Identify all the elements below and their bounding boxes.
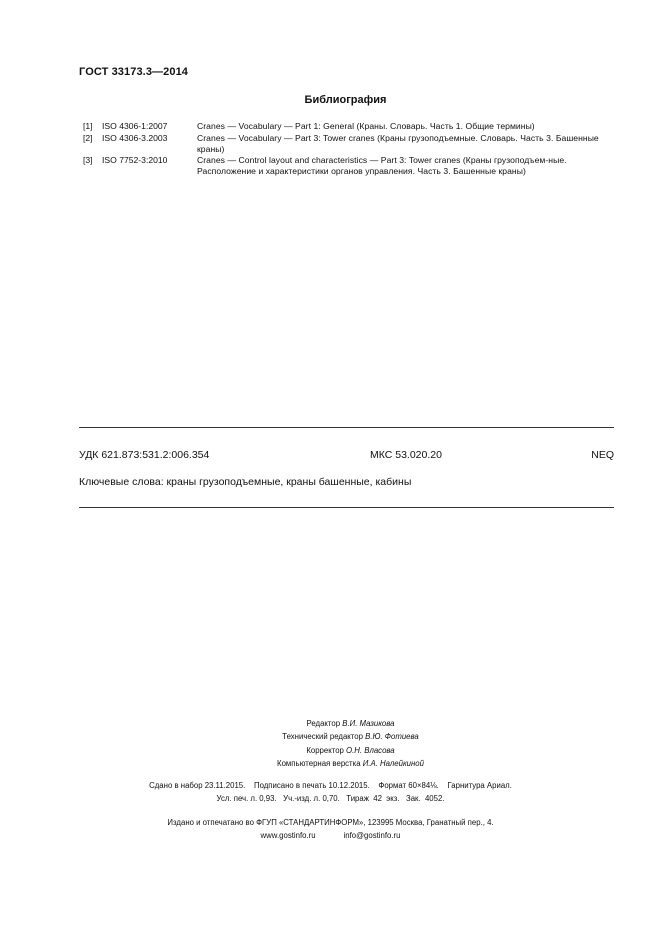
layout-name: И.А. Налейкиной: [362, 758, 424, 768]
publication-info: [0, 779, 661, 806]
corrector-line: [0, 744, 661, 757]
mks-code: МКС 53.020.20: [370, 449, 442, 461]
publication-line-1: Сдано в набор 23.11.2015. Подписано в печать 10.12.2015. Формат 60×84⅛. Гарнитура Ариал.: [149, 781, 512, 790]
corrector-name: О.Н. Власова: [346, 745, 395, 755]
document-id: ГОСТ 33173.3—2014: [79, 66, 189, 78]
entry-code: ISO 4306-1:2007: [102, 121, 168, 131]
bibliography-entry: [83, 121, 613, 132]
neq-label: NEQ: [591, 449, 614, 461]
bibliography-list: [83, 121, 613, 178]
tech-editor-label: Технический редактор: [282, 732, 363, 742]
bibliography-title: Библиография: [304, 94, 387, 106]
credits-block: [0, 717, 661, 770]
email-link[interactable]: info@gostinfo.ru: [343, 831, 401, 841]
entry-code: ISO 4306-3.2003: [102, 132, 168, 143]
tech-editor-name: В.Ю. Фотиева: [365, 732, 419, 742]
editor-name: В.И. Мазикова: [342, 719, 395, 728]
entry-text: Cranes — Control layout and characteristics — Part 3: Tower cranes (Краны грузоподъем-ные. Расположение и характеристики органов управления. Часть 3. Башенные краны): [197, 155, 567, 177]
corrector-label: Корректор: [306, 745, 344, 755]
printer-line: Издано и отпечатано во ФГУП «СТАНДАРТИНФОРМ», 123995 Москва, Гранатный пер., 4.: [167, 818, 494, 827]
website-link[interactable]: www.gostinfo.ru: [260, 831, 316, 841]
udk-code: УДК 621.873:531.2:006.354: [79, 449, 210, 461]
contacts-line: [0, 829, 661, 842]
classification-row: [79, 449, 614, 461]
editor-label: Редактор: [306, 719, 341, 728]
layout-label: Компьютерная верстка: [277, 758, 361, 768]
editor-line: [0, 717, 661, 730]
printer-info: [0, 816, 661, 843]
layout-line: [0, 757, 661, 770]
bibliography-entry: [83, 133, 613, 155]
entry-text: Cranes — Vocabulary — Part 1: General (Краны. Словарь. Часть 1. Общие термины): [197, 121, 535, 131]
entry-text: Cranes — Vocabulary — Part 3: Tower cranes (Краны грузоподъемные. Словарь. Часть 3. Башенные краны): [197, 132, 599, 154]
top-divider: [79, 427, 614, 428]
tech-editor-line: [0, 730, 661, 743]
entry-number: [1]: [83, 121, 93, 131]
publication-line-2: Усл. печ. л. 0,93. Уч.-изд. л. 0,70. Тираж 42 экз. Зак. 4052.: [216, 794, 445, 804]
entry-number: [2]: [83, 132, 93, 143]
keywords: Ключевые слова: краны грузоподъемные, краны башенные, кабины: [79, 476, 412, 488]
entry-code: ISO 7752-3:2010: [102, 155, 168, 166]
bibliography-entry: [83, 155, 613, 177]
entry-number: [3]: [83, 155, 93, 166]
bottom-divider: [79, 507, 614, 508]
